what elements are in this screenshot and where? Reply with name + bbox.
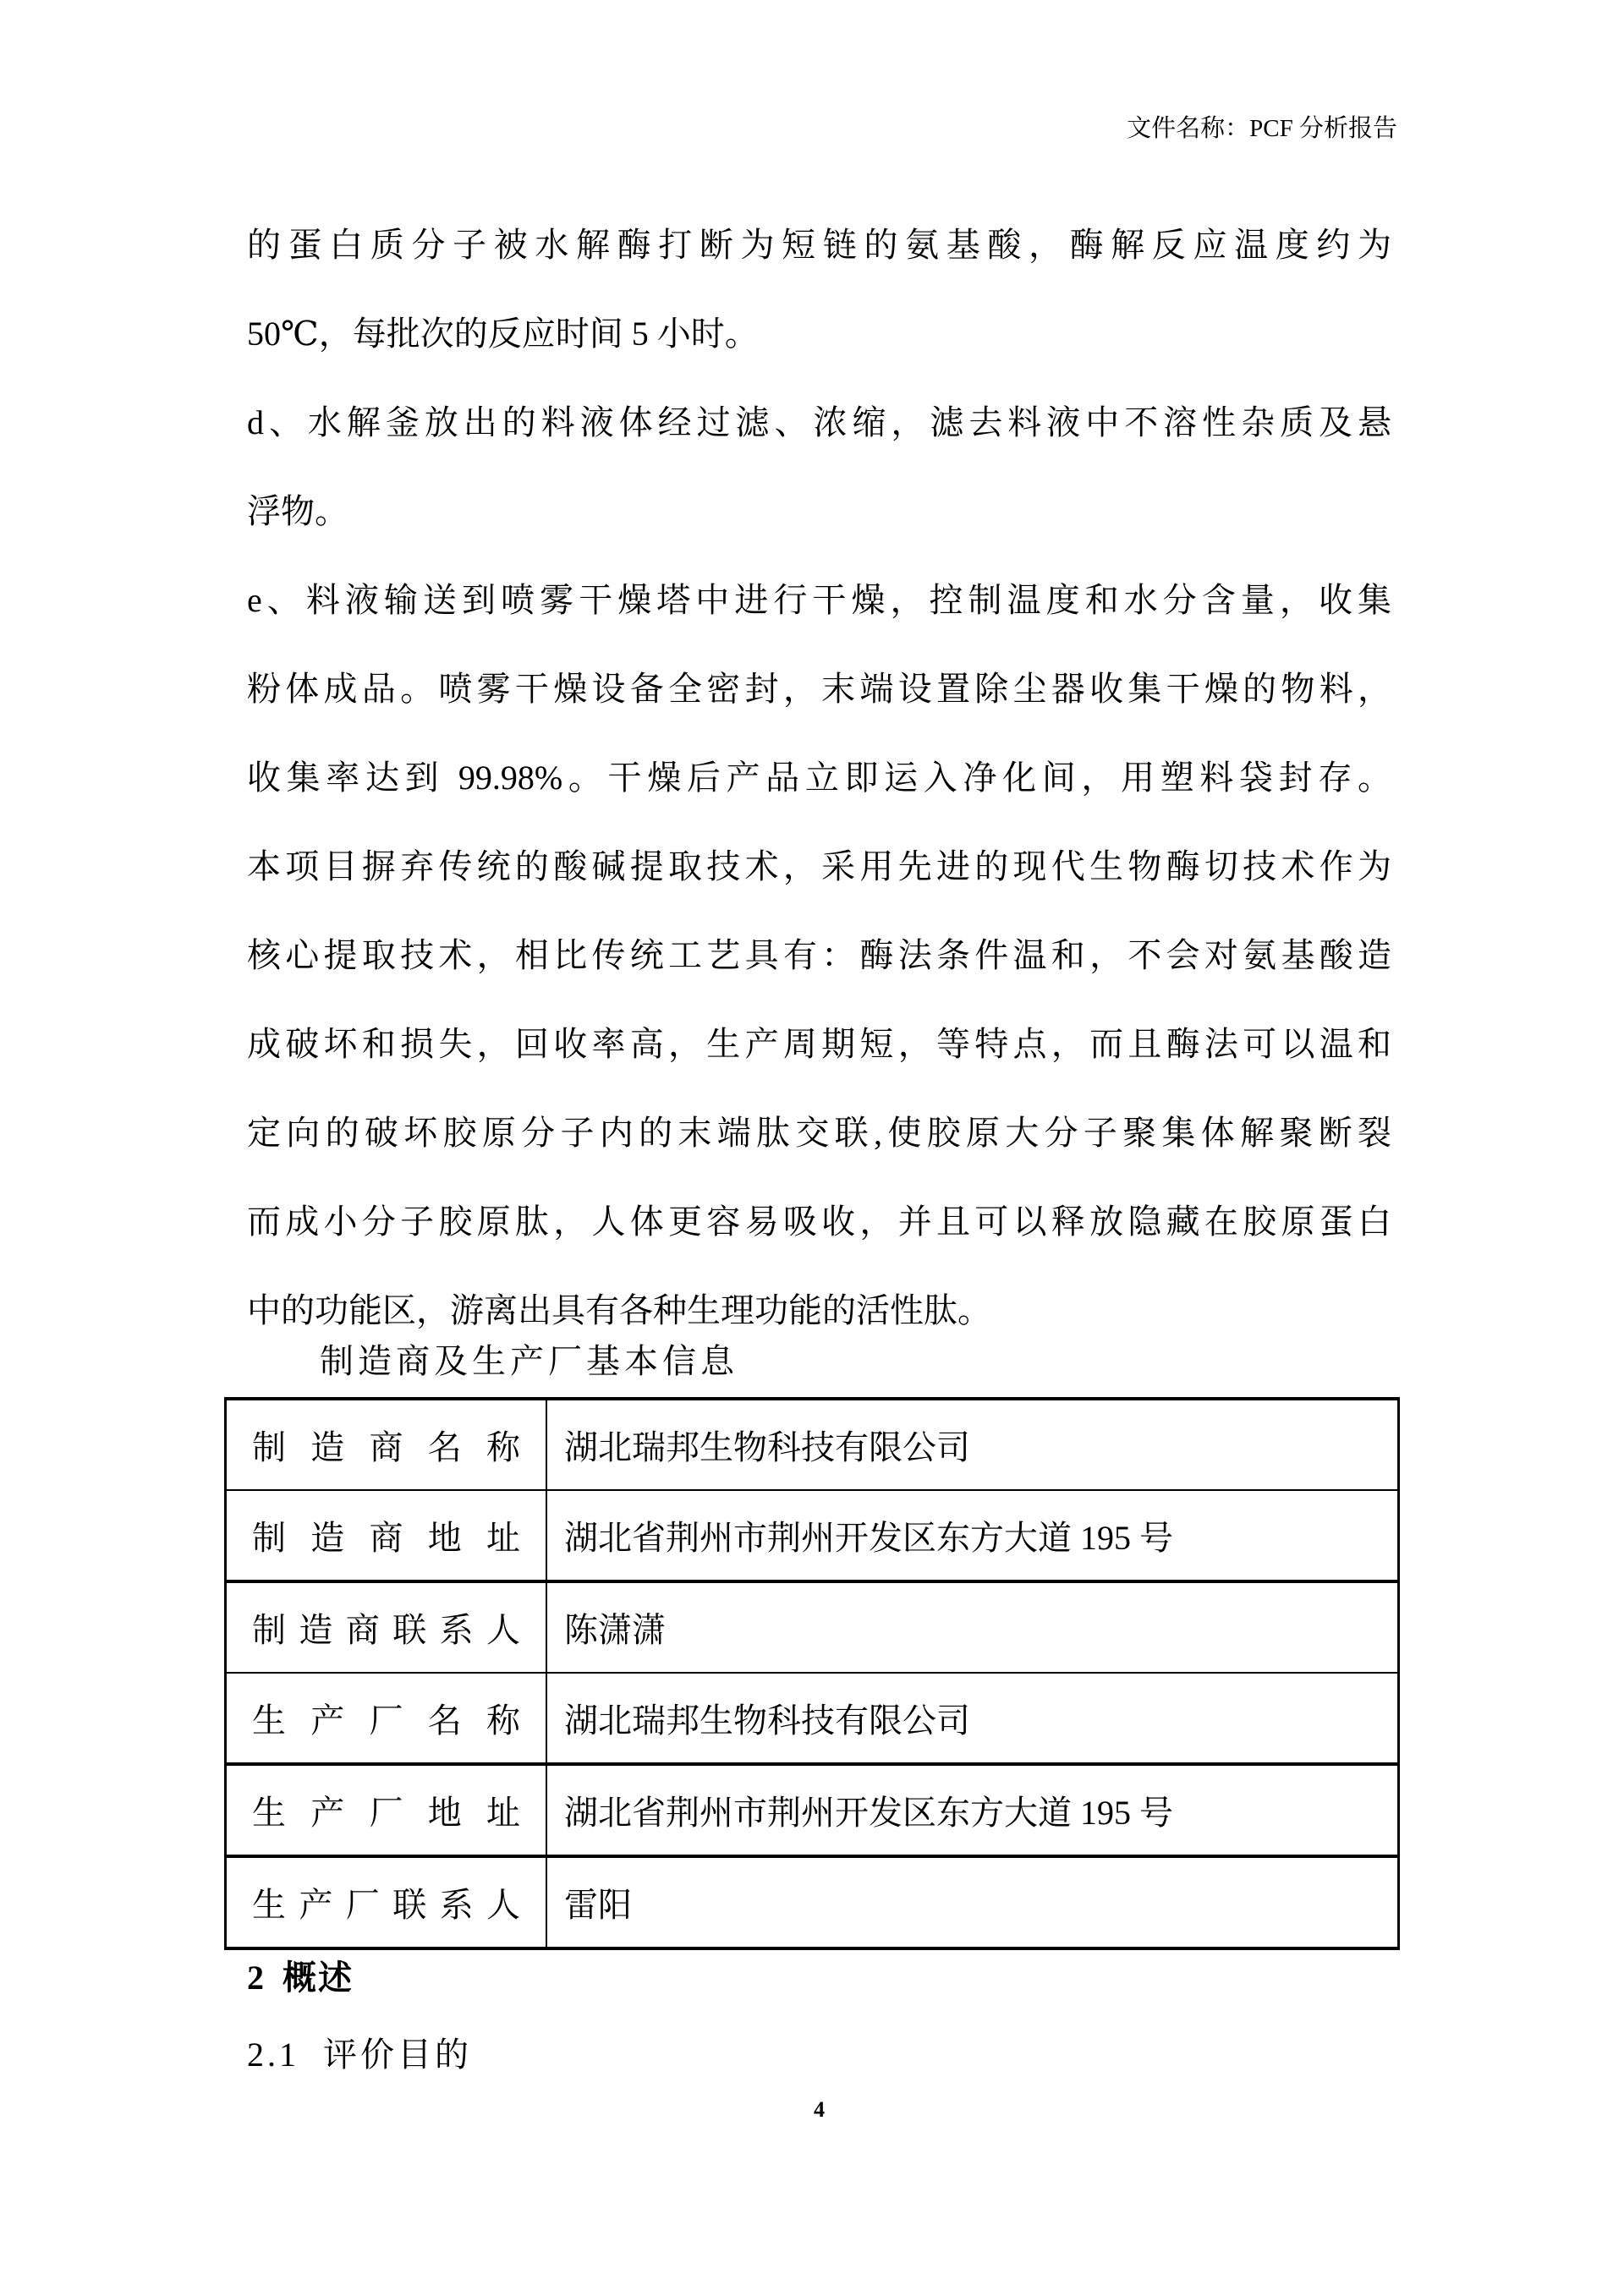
body-text-block: [247, 200, 1391, 1355]
body-line: d、水解釜放出的料液体经过滤、浓缩，滤去料液中不溶性杂质及悬: [247, 403, 1391, 441]
table-row: [226, 1581, 1399, 1673]
row-value-cell: 雷阳: [546, 1856, 1399, 1948]
row-value-cell: 湖北瑞邦生物科技有限公司: [546, 1399, 1399, 1490]
body-line: 的蛋白质分子被水解酶打断为短链的氨基酸，酶解反应温度约为: [247, 226, 1391, 264]
document-header-label: 文件名称：PCF 分析报告: [1127, 115, 1397, 142]
row-value-cell: 陈潇潇: [546, 1581, 1399, 1673]
table-row: [226, 1856, 1399, 1948]
body-line: 50℃，每批次的反应时间 5 小时。: [247, 315, 759, 353]
row-label-cell: 制造商联系人: [226, 1581, 547, 1673]
manufacturer-info-table: [224, 1397, 1400, 1950]
body-line: e、料液输送到喷雾干燥塔中进行干燥，控制温度和水分含量，收集: [247, 581, 1391, 619]
row-value-cell: 湖北省荆州市荆州开发区东方大道 195 号: [546, 1764, 1399, 1856]
row-label-cell: 制造商地址: [226, 1490, 547, 1581]
table-row: [226, 1490, 1399, 1581]
row-label-cell: 生产厂联系人: [226, 1856, 547, 1948]
body-line: 核心提取技术，相比传统工艺具有：酶法条件温和，不会对氨基酸造: [247, 936, 1391, 974]
body-line: 浮物。: [247, 492, 348, 530]
row-label-cell: 生产厂名称: [226, 1673, 547, 1764]
row-value-cell: 湖北瑞邦生物科技有限公司: [546, 1673, 1399, 1764]
body-line: 粉体成品。喷雾干燥设备全密封，末端设置除尘器收集干燥的物料，: [247, 670, 1391, 708]
row-label-cell: 制造商名称: [226, 1399, 547, 1490]
body-line: 收集率达到 99.98%。干燥后产品立即运入净化间，用塑料袋封存。: [247, 759, 1391, 797]
table-caption: 制造商及生产厂基本信息: [320, 1342, 738, 1380]
page-number: 4: [814, 2097, 825, 2122]
body-line: 本项目摒弃传统的酸碱提取技术，采用先进的现代生物酶切技术作为: [247, 847, 1391, 885]
table-row: [226, 1673, 1399, 1764]
row-value-cell: 湖北省荆州市荆州开发区东方大道 195 号: [546, 1490, 1399, 1581]
subsection-heading: 2.1 评价目的: [247, 2036, 472, 2074]
body-line: 定向的破坏胶原分子内的末端肽交联,使胶原大分子聚集体解聚断裂: [247, 1114, 1391, 1152]
row-label-cell: 生产厂地址: [226, 1764, 547, 1856]
body-line: 成破坏和损失，回收率高，生产周期短，等特点，而且酶法可以温和: [247, 1025, 1391, 1063]
table-row: [226, 1399, 1399, 1490]
section-heading: 2 概述: [247, 1959, 354, 1997]
body-line: 而成小分子胶原肽，人体更容易吸收，并且可以释放隐藏在胶原蛋白: [247, 1203, 1391, 1241]
table-row: [226, 1764, 1399, 1856]
body-line: 中的功能区，游离出具有各种生理功能的活性肽。: [247, 1291, 991, 1329]
